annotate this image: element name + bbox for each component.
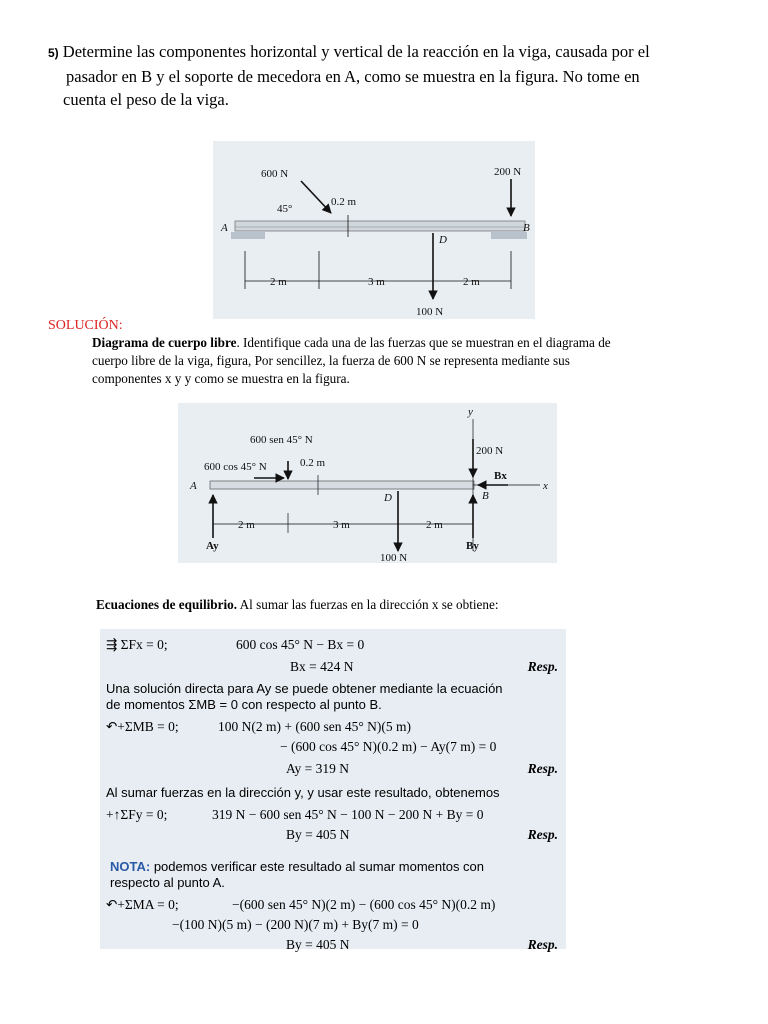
label-d: D <box>439 234 447 246</box>
dim-1: 2 m <box>270 276 287 288</box>
eq-1a: ⇶ ΣFx = 0; <box>106 637 168 652</box>
problem-statement <box>48 40 728 111</box>
dim-3: 2 m <box>463 276 480 288</box>
fbd-label-d: D <box>384 492 392 504</box>
solution-line-1: . Identifique cada una de las fuerzas que se muestran en el diagrama de <box>236 335 611 350</box>
beam <box>235 221 525 231</box>
para-4: respecto al punto A. <box>110 875 225 890</box>
fbd-dim-1: 2 m <box>238 519 255 531</box>
problem-line-2: pasador en B y el soporte de mecedora en A, como se muestra en la figura. No tome en <box>66 67 640 86</box>
label-b: B <box>523 222 530 234</box>
eq-8a: ↶+ΣMA = 0; <box>106 897 179 912</box>
resp-2: Resp. <box>527 761 558 776</box>
bx-label: Bx <box>494 470 507 482</box>
fbd-dist-label: 0.2 m <box>300 457 326 469</box>
para-3: Al sumar fuerzas en la dirección y, y usar este resultado, obtenemos <box>106 785 500 800</box>
eq-10: By = 405 N <box>286 937 350 952</box>
fbd-200-label: 200 N <box>476 445 504 457</box>
eq-8b: −(600 sen 45° N)(2 m) − (600 cos 45° N)(0.2 m) <box>232 897 496 912</box>
eq-1b: 600 cos 45° N − Bx = 0 <box>236 637 365 652</box>
equilibrium-heading: Ecuaciones de equilibrio. <box>96 597 238 612</box>
angle-label: 45° <box>277 203 293 215</box>
ay-label: Ay <box>206 540 219 552</box>
equations-box <box>100 629 566 952</box>
fbd-100-label: 100 N <box>380 552 408 563</box>
dim-2: 3 m <box>368 276 385 288</box>
nota-line <box>110 859 484 874</box>
sen-label: 600 sen 45° N <box>250 434 313 446</box>
axis-y: y <box>468 406 473 418</box>
problem-number: 5) <box>48 46 59 60</box>
resp-3: Resp. <box>527 827 558 842</box>
eq-6b: 319 N − 600 sen 45° N − 100 N − 200 N + By = 0 <box>212 807 484 822</box>
nota-text: podemos verificar este resultado al sumar momentos con <box>150 859 485 874</box>
solution-title: SOLUCIÓN: <box>48 318 123 333</box>
force-600-label: 600 N <box>261 168 289 180</box>
support-b <box>491 232 527 239</box>
force-100-label: 100 N <box>416 306 444 318</box>
problem-line-1: Determine las componentes horizontal y vertical de la reacción en la viga, causada por el <box>62 42 650 61</box>
by-label: By <box>466 540 479 552</box>
resp-4: Resp. <box>527 937 558 952</box>
beam-diagram <box>213 141 535 319</box>
free-body-figure <box>178 403 557 563</box>
eq-7: By = 405 N <box>286 827 350 842</box>
eq-3b: 100 N(2 m) + (600 sen 45° N)(5 m) <box>218 719 411 734</box>
eq-5: Ay = 319 N <box>286 761 349 776</box>
problem-line-3: cuenta el peso de la viga. <box>63 90 229 109</box>
fbd-label-a: A <box>190 480 197 492</box>
beam-figure <box>213 141 535 319</box>
force-600-arrow <box>301 181 331 213</box>
solution-line-2: cuerpo libre de la viga, figura, Por sencillez, la fuerza de 600 N se representa mediante sus <box>92 353 570 368</box>
fbd-dim-3: 2 m <box>426 519 443 531</box>
axis-x: x <box>543 480 548 492</box>
equilibrium-text: Al sumar las fuerzas en la dirección x se obtiene: <box>237 597 499 612</box>
solution-line-3: componentes x y y como se muestra en la figura. <box>92 371 350 386</box>
support-a <box>231 232 265 239</box>
para-1: Una solución directa para Ay se puede obtener mediante la ecuación <box>106 681 503 696</box>
eq-9: −(100 N)(5 m) − (200 N)(7 m) + By(7 m) = 0 <box>172 917 419 932</box>
fbd-dim-2: 3 m <box>333 519 350 531</box>
para-2: de momentos ΣMB = 0 con respecto al punto B. <box>106 697 382 712</box>
label-a: A <box>221 222 228 234</box>
fbd-beam <box>210 481 474 489</box>
free-body-diagram <box>178 403 557 563</box>
eq-4: − (600 cos 45° N)(0.2 m) − Ay(7 m) = 0 <box>280 739 497 754</box>
cos-label: 600 cos 45° N <box>204 461 267 473</box>
eq-2: Bx = 424 N <box>290 659 354 674</box>
nota-label: NOTA: <box>110 859 151 874</box>
dist-label: 0.2 m <box>331 196 357 208</box>
equilibrium-intro <box>96 597 499 613</box>
resp-1: Resp. <box>527 659 558 674</box>
force-200-label: 200 N <box>494 166 522 178</box>
solution-heading: Diagrama de cuerpo libre <box>92 335 237 350</box>
solution-text <box>92 334 712 388</box>
fbd-label-b: B <box>482 490 489 502</box>
eq-3a: ↶+ΣMB = 0; <box>106 719 179 734</box>
eq-6a: +↑ΣFy = 0; <box>106 807 168 822</box>
